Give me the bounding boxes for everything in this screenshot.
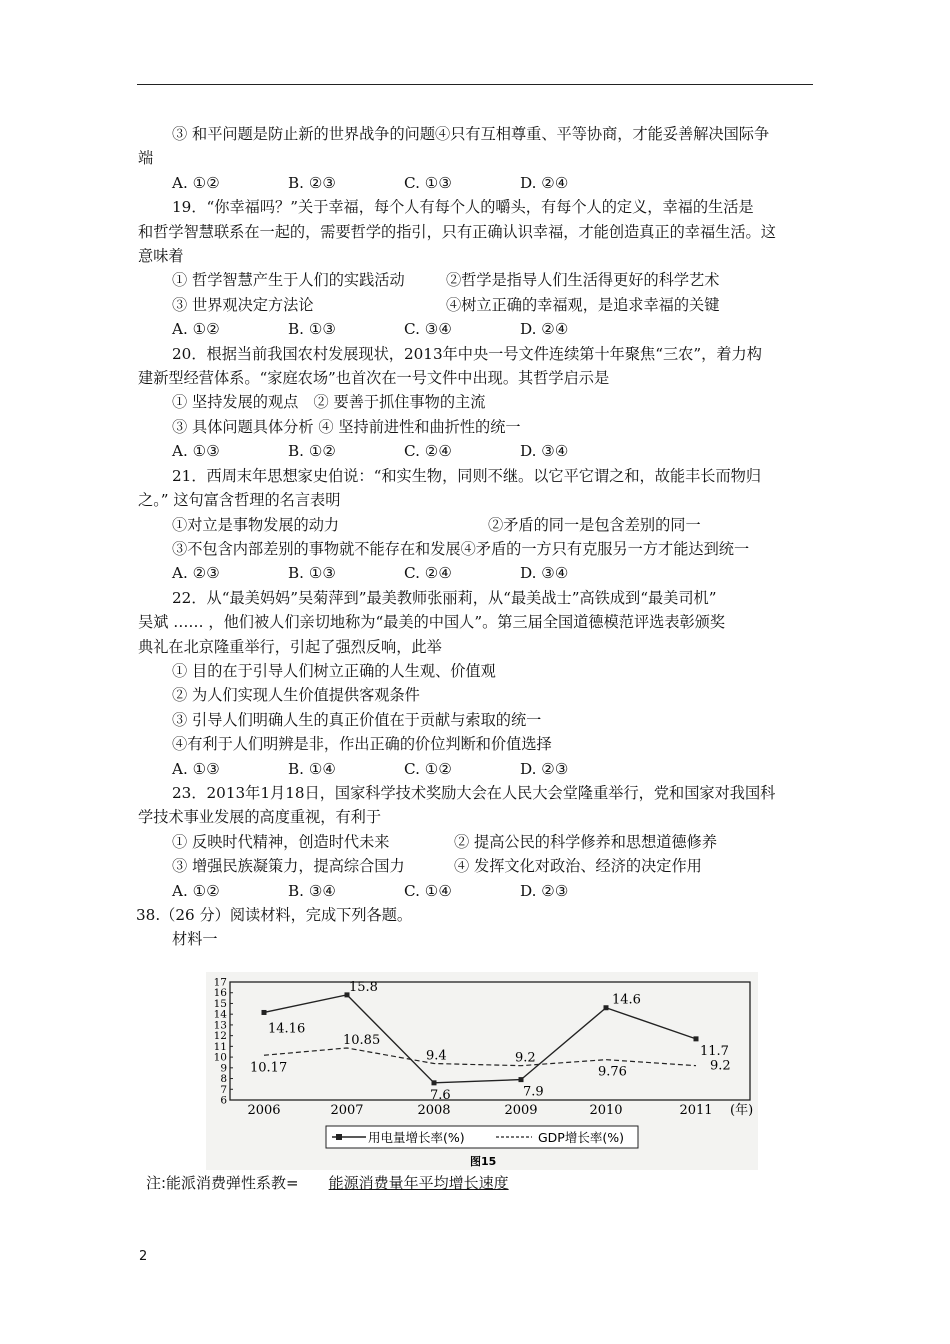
y-tick-label: 12 (213, 1030, 227, 1043)
y-tick-label: 8 (220, 1073, 227, 1086)
q20-statements-1: ① 坚持发展的观点 ② 要善于抓住事物的主流 (172, 393, 486, 412)
q23-stem: 23．2013年1月18日，国家科学技术奖励大会在人民大会堂隆重举行，党和国家对我国科 (172, 783, 776, 802)
statement-3: ③ 世界观决定方法论 (172, 295, 314, 314)
legend-gdp: GDP增长率(%) (538, 1130, 624, 1145)
q21-stem: 21．西周末年思想家史伯说：“和实生物，同则不继。以它平它谓之和，故能丰长而物归 (172, 466, 762, 485)
option-d: D. ②③ (520, 759, 569, 778)
statement-2: ②哲学是指导人们生活得更好的科学艺术 (446, 271, 720, 290)
q19-options (138, 317, 814, 341)
y-tick-label: 7 (220, 1083, 227, 1096)
footnote-label: 注:能派消费弹性系教= (146, 1174, 299, 1192)
q23-stem-2: 学技术事业发展的高度重视，有利于 (138, 808, 381, 827)
header-rule (137, 84, 813, 85)
option-a: A. ①② (172, 173, 220, 192)
q19-statements-row-1 (138, 268, 814, 292)
statement-1: ① 反映时代精神，创造时代未来 (172, 832, 390, 851)
q22-stem: 22．从“最美妈妈”吴菊萍到”最美教师张丽莉，从“最美战士”高铁成到“最美司机” (172, 588, 717, 607)
gdp-data-label: 9.4 (426, 1048, 447, 1064)
page-number: 2 (139, 1249, 148, 1264)
statement-2: ②矛盾的同一是包含差别的同一 (488, 515, 701, 534)
option-c: C. ②④ (404, 564, 452, 583)
option-a: A. ①② (172, 320, 220, 339)
y-tick-label: 6 (220, 1094, 227, 1107)
statement-4: ④ 发挥文化对政治、经济的决定作用 (454, 857, 702, 876)
q18-options (138, 171, 814, 195)
option-b: B. ①④ (288, 759, 337, 778)
q19-statements-row-2 (138, 293, 814, 317)
electricity-data-label: 7.9 (523, 1084, 544, 1100)
y-tick-label: 9 (220, 1062, 227, 1075)
q22-statement-1: ① 目的在于引导人们树立正确的人生观、价值观 (172, 661, 496, 680)
legend-electricity: 用电量增长率(%) (368, 1130, 465, 1145)
y-tick-label: 13 (213, 1019, 227, 1032)
option-b: B. ①③ (288, 320, 337, 339)
option-b: B. ①② (288, 442, 337, 461)
electricity-data-label: 14.6 (612, 992, 641, 1008)
option-d: D. ②④ (520, 173, 569, 192)
y-tick-label: 16 (213, 987, 227, 1000)
electricity-data-point (262, 1010, 267, 1015)
y-tick-label: 11 (213, 1040, 227, 1053)
electricity-data-label: 11.7 (700, 1043, 729, 1059)
statement-1: ①对立是事物发展的动力 (172, 515, 340, 534)
gdp-data-label: 9.2 (710, 1058, 731, 1074)
growth-rate-chart (206, 972, 758, 1170)
legend-square-marker (336, 1134, 342, 1140)
x-tick-label: 2010 (589, 1103, 623, 1118)
electricity-data-label: 14.16 (268, 1021, 306, 1037)
q21-stem-2: 之。” 这句富含哲理的名言表明 (138, 491, 341, 510)
q21-statements-row-1 (138, 513, 814, 537)
q18-statement-3: ③ 和平问题是防止新的世界战争的问题④只有互相尊重、平等协商，才能妥善解决国际争 (172, 125, 770, 143)
x-tick-label: 2006 (247, 1103, 281, 1118)
option-d: D. ②③ (520, 881, 569, 900)
q23-statements-row-2 (138, 854, 814, 878)
option-a: A. ①② (172, 881, 220, 900)
option-c: C. ①④ (404, 881, 452, 900)
x-tick-label: 2007 (330, 1103, 364, 1118)
gdp-data-label: 10.17 (250, 1060, 288, 1076)
y-tick-label: 15 (213, 997, 227, 1010)
option-d: D. ③④ (520, 442, 569, 461)
statement-1: ① 哲学智慧产生于人们的实践活动 (172, 271, 405, 290)
q22-options (138, 757, 814, 781)
q20-stem-2: 建新型经营体系。“家庭农场”也首次在一号文件中出现。其哲学启示是 (138, 369, 610, 388)
option-a: A. ①③ (172, 442, 220, 461)
statement-4: ④树立正确的幸福观，是追求幸福的关键 (446, 295, 720, 314)
q20-statements-2: ③ 具体问题具体分析 ④ 坚持前进性和曲折性的统一 (172, 417, 521, 436)
footnote-numerator: 能源消费量年平均增长速度 (328, 1174, 509, 1192)
chart-caption: 图15 (470, 1155, 497, 1168)
legend (326, 1126, 638, 1148)
option-c: C. ③④ (404, 320, 452, 339)
q22-stem-3: 典礼在北京隆重举行，引起了强烈反响，此举 (138, 637, 442, 656)
electricity-data-point (604, 1005, 609, 1010)
option-b: B. ②③ (288, 173, 337, 192)
x-axis-unit: (年) (730, 1103, 754, 1118)
electricity-data-point (519, 1077, 524, 1082)
q20-options (138, 439, 814, 463)
option-a: A. ②③ (172, 564, 220, 583)
footnote (146, 1172, 509, 1193)
q22-statement-2: ② 为人们实现人生价值提供客观条件 (172, 686, 420, 705)
q19-stem-2: 和哲学智慧联系在一起的，需要哲学的指引，只有正确认识幸福，才能创造真正的幸福生活。这 (138, 222, 776, 241)
q22-statement-4: ④有利于人们明辨是非，作出正确的价位判断和价值选择 (172, 735, 552, 754)
electricity-data-point (694, 1036, 699, 1041)
statement-3: ③ 增强民族凝策力，提高综合国力 (172, 857, 405, 876)
electricity-data-label: 7.6 (430, 1087, 451, 1103)
q23-statements-row-1 (138, 830, 814, 854)
q22-statement-3: ③ 引导人们明确人生的真正价值在于贡献与索取的统一 (172, 710, 542, 729)
page-body (138, 122, 814, 952)
option-c: C. ①③ (404, 173, 452, 192)
option-c: C. ②④ (404, 442, 452, 461)
y-tick-label: 17 (213, 976, 227, 989)
gdp-data-label: 10.85 (343, 1032, 381, 1048)
option-b: B. ①③ (288, 564, 337, 583)
q38-heading: 38.（26 分）阅读材料，完成下列各题。 (136, 906, 413, 924)
option-a: A. ①③ (172, 759, 220, 778)
option-b: B. ③④ (288, 881, 337, 900)
q21-options (138, 561, 814, 585)
x-tick-label: 2011 (679, 1103, 713, 1118)
electricity-data-point (432, 1080, 437, 1085)
statement-2: ② 提高公民的科学修养和思想道德修养 (454, 832, 718, 851)
q22-stem-2: 吴斌 …… ，他们被人们亲切地称为“最美的中国人”。第三届全国道德模范评选表彰颁奖 (138, 613, 726, 632)
option-d: D. ②④ (520, 320, 569, 339)
gdp-data-label: 9.76 (598, 1064, 627, 1080)
electricity-data-label: 15.8 (349, 979, 378, 995)
gdp-data-label: 9.2 (515, 1050, 536, 1066)
material-1-label: 材料一 (172, 930, 218, 949)
q21-statements-row-2: ③不包含内部差别的事物就不能存在和发展④矛盾的一方只有克服另一方才能达到统一 (172, 539, 750, 558)
q20-stem: 20．根据当前我国农村发展现状，2013年中央一号文件连续第十年聚焦“三农”，着力构 (172, 344, 762, 363)
option-d: D. ③④ (520, 564, 569, 583)
y-tick-label: 14 (213, 1008, 227, 1021)
q19-stem: 19．“你幸福吗？”关于幸福，每个人有每个人的嚼头，有每个人的定义，幸福的生活是 (172, 198, 754, 217)
y-tick-label: 10 (213, 1051, 227, 1064)
q23-options (138, 879, 814, 903)
q19-stem-3: 意味着 (138, 247, 184, 266)
x-tick-label: 2009 (504, 1103, 538, 1118)
q18-statement-3-cont: 端 (138, 149, 154, 168)
x-tick-label: 2008 (417, 1103, 451, 1118)
option-c: C. ①② (404, 759, 452, 778)
